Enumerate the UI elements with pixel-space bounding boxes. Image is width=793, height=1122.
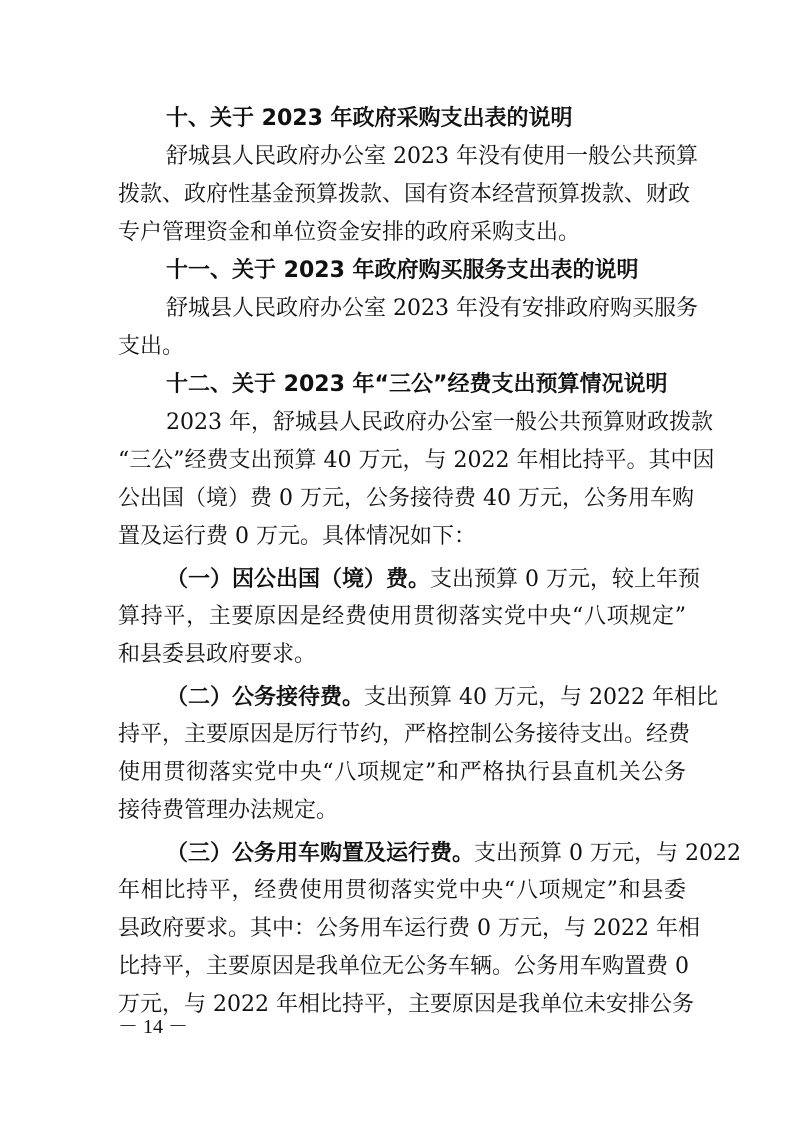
item-text: 支出预算 40 万元，与 2022 年相比: [364, 685, 718, 710]
paragraph-line: 置及运行费 0 万元。具体情况如下：: [118, 524, 476, 549]
paragraph-line: 县政府要求。其中：公务用车运行费 0 万元，与 2022 年相: [118, 916, 700, 941]
item-text: 支出预算 0 万元，与 2022: [474, 841, 741, 866]
paragraph-line: 持平，主要原因是厉行节约，严格控制公务接待支出。经费: [118, 722, 691, 747]
paragraph-line: 舒城县人民政府办公室 2023 年没有使用一般公共预算: [166, 144, 698, 169]
paragraph-line: 2023 年，舒城县人民政府办公室一般公共预算财政拨款: [166, 410, 713, 435]
item-text: 支出预算 0 万元，较上年预: [430, 567, 700, 592]
section-heading: 十一、关于 2023 年政府购买服务支出表的说明: [166, 258, 639, 283]
paragraph-line: 拨款、政府性基金预算拨款、国有资本经营预算拨款、财政: [118, 182, 691, 207]
paragraph-line: 专户管理资金和单位资金安排的政府采购支出。: [118, 220, 581, 245]
item-title: （三）公务用车购置及运行费。: [166, 840, 475, 866]
paragraph-line: 比持平，主要原因是我单位无公务车辆。公务用车购置费 0: [118, 954, 689, 979]
paragraph-line: 舒城县人民政府办公室 2023 年没有安排政府购买服务: [166, 296, 698, 321]
paragraph-line: 算持平，主要原因是经费使用贯彻落实党中央“八项规定”: [118, 604, 686, 629]
paragraph-line: 使用贯彻落实党中央“八项规定”和严格执行县直机关公务: [118, 760, 686, 785]
item-first-line: [166, 560, 700, 598]
paragraph-line: 万元，与 2022 年相比持平，主要原因是我单位未安排公务: [118, 992, 694, 1017]
paragraph-line: 和县委县政府要求。: [118, 642, 317, 667]
item-first-line: [166, 834, 741, 872]
paragraph-line: 公出国（境）费 0 万元，公务接待费 40 万元，公务用车购: [118, 486, 694, 511]
section-heading: 十、关于 2023 年政府采购支出表的说明: [166, 106, 573, 131]
paragraph-line: 支出。: [118, 334, 185, 359]
item-title: （一）因公出国（境）费。: [166, 566, 431, 592]
paragraph-line: 年相比持平，经费使用贯彻落实党中央“八项规定”和县委: [118, 878, 686, 903]
item-title: （二）公务接待费。: [166, 684, 365, 710]
item-first-line: [166, 678, 718, 716]
paragraph-line: 接待费管理办法规定。: [118, 798, 339, 823]
section-heading: 十二、关于 2023 年“三公”经费支出预算情况说明: [166, 372, 668, 397]
page-number: － 14 －: [118, 1016, 188, 1038]
paragraph-line: “三公”经费支出预算 40 万元，与 2022 年相比持平。其中因: [118, 448, 715, 473]
